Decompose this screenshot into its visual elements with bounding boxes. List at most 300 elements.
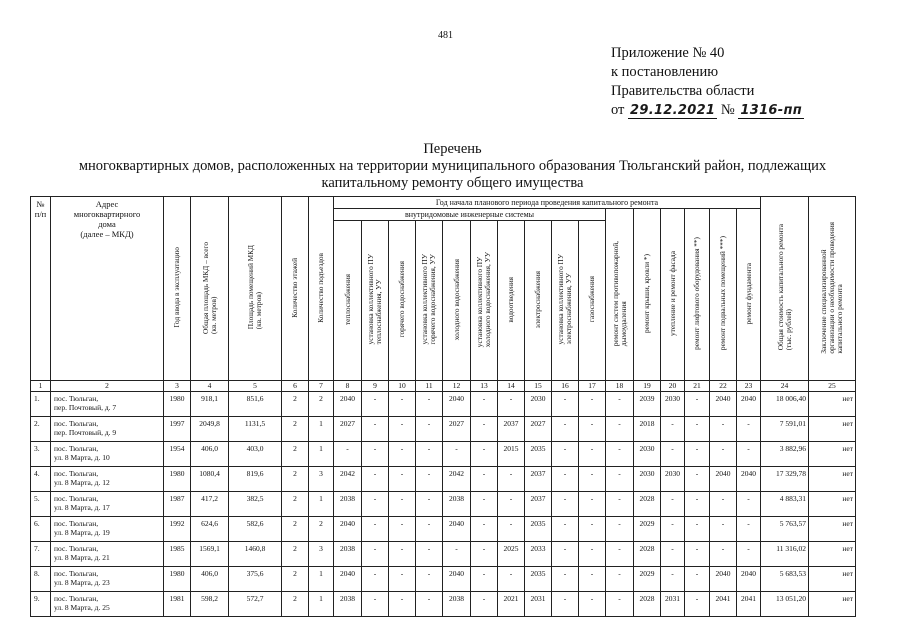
table-cell: - xyxy=(471,392,498,417)
table-cell: - xyxy=(362,592,389,617)
table-cell: - xyxy=(552,567,579,592)
table-cell: - xyxy=(443,442,471,467)
header-total-area: Общая площадь МКД – всего (кв. метров) xyxy=(191,197,229,381)
table-row xyxy=(31,542,856,567)
table-cell: - xyxy=(552,592,579,617)
address-line-1: пос. Тюльган, xyxy=(54,494,99,503)
column-number: 20 xyxy=(661,381,685,392)
table-cell: - xyxy=(737,417,761,442)
table-cell: 2025 xyxy=(498,542,525,567)
address-line-2: ул. 8 Марта, д. 12 xyxy=(54,478,110,487)
table-cell: 1 xyxy=(309,567,334,592)
table-cell: - xyxy=(710,542,737,567)
table-cell: 2040 xyxy=(334,517,362,542)
row-number: 2. xyxy=(31,417,51,442)
table-cell: 3 882,96 xyxy=(761,442,809,467)
table-cell: 2 xyxy=(282,392,309,417)
table-cell: 5 683,53 xyxy=(761,567,809,592)
table-cell: 2040 xyxy=(334,392,362,417)
table-cell: - xyxy=(471,567,498,592)
table-cell: 2037 xyxy=(525,492,552,517)
table-cell: - xyxy=(685,592,710,617)
table-cell: 13 051,20 xyxy=(761,592,809,617)
annex-line-2: к постановлению xyxy=(611,64,719,80)
column-number: 12 xyxy=(443,381,471,392)
table-cell: 2030 xyxy=(634,467,661,492)
header-basement: ремонт подвальных помещений ***) xyxy=(710,209,737,381)
table-cell: - xyxy=(552,467,579,492)
table-cell: - xyxy=(389,517,416,542)
handwritten-date: 29.12.2021 xyxy=(630,103,716,118)
table-cell: 1460,8 xyxy=(229,542,282,567)
address-cell xyxy=(51,417,164,442)
table-cell: 2030 xyxy=(634,442,661,467)
table-cell: - xyxy=(579,592,606,617)
table-cell: 2042 xyxy=(334,467,362,492)
table-cell: - xyxy=(552,417,579,442)
header-floors: Количество этажей xyxy=(282,197,309,381)
table-cell: 2021 xyxy=(498,592,525,617)
table-cell: 1980 xyxy=(164,467,191,492)
table-cell: нет xyxy=(809,567,856,592)
table-cell: 2 xyxy=(282,442,309,467)
table-cell: - xyxy=(579,417,606,442)
table-row xyxy=(31,467,856,492)
table-cell: 2042 xyxy=(443,467,471,492)
table-cell: - xyxy=(498,517,525,542)
table-cell: - xyxy=(606,592,634,617)
table-cell: - xyxy=(685,542,710,567)
address-line-1: пос. Тюльган, xyxy=(54,544,99,553)
header-num: № п/п xyxy=(31,197,51,381)
column-number: 8 xyxy=(334,381,362,392)
table-cell: - xyxy=(606,517,634,542)
table-cell: - xyxy=(579,442,606,467)
table-cell: 1980 xyxy=(164,567,191,592)
table-cell: 11 316,02 xyxy=(761,542,809,567)
table-cell: нет xyxy=(809,542,856,567)
address-line-2: пер. Почтовый, д. 7 xyxy=(54,403,117,412)
header-fire: ремонт систем противопожарной, дымоудаления xyxy=(606,209,634,381)
row-number: 8. xyxy=(31,567,51,592)
table-cell: 2035 xyxy=(525,442,552,467)
column-number: 7 xyxy=(309,381,334,392)
table-cell: - xyxy=(606,492,634,517)
table-cell: - xyxy=(389,467,416,492)
table-cell: - xyxy=(416,492,443,517)
address-cell xyxy=(51,542,164,567)
annex-line-3: Правительства области xyxy=(611,83,755,99)
table-cell: 2030 xyxy=(661,392,685,417)
table-cell: - xyxy=(416,517,443,542)
table-cell: - xyxy=(498,467,525,492)
table-cell: 2038 xyxy=(443,492,471,517)
table-row xyxy=(31,492,856,517)
column-number: 18 xyxy=(606,381,634,392)
column-number: 23 xyxy=(737,381,761,392)
table-cell: - xyxy=(552,492,579,517)
table-cell: 2 xyxy=(282,567,309,592)
header-heating: теплоснабжения xyxy=(334,221,362,381)
table-cell: - xyxy=(498,392,525,417)
table-cell: 582,6 xyxy=(229,517,282,542)
column-number: 14 xyxy=(498,381,525,392)
table-cell: 2033 xyxy=(525,542,552,567)
table-cell: - xyxy=(737,442,761,467)
column-number: 2 xyxy=(51,381,164,392)
table-cell: - xyxy=(685,417,710,442)
table-cell: 1985 xyxy=(164,542,191,567)
annex-block xyxy=(611,44,804,120)
address-line-1: пос. Тюльган, xyxy=(54,444,99,453)
table-cell: - xyxy=(710,417,737,442)
table-cell: нет xyxy=(809,442,856,467)
address-cell xyxy=(51,517,164,542)
table-cell: 572,7 xyxy=(229,592,282,617)
table-cell: - xyxy=(416,542,443,567)
table-cell: 2018 xyxy=(634,417,661,442)
column-number: 1 xyxy=(31,381,51,392)
table-cell: - xyxy=(362,567,389,592)
table-cell: 2028 xyxy=(634,542,661,567)
table-cell: 2015 xyxy=(498,442,525,467)
address-line-1: пос. Тюльган, xyxy=(54,419,99,428)
document-title xyxy=(0,141,905,192)
address-cell xyxy=(51,567,164,592)
address-cell xyxy=(51,467,164,492)
table-row xyxy=(31,592,856,617)
table-cell: - xyxy=(443,542,471,567)
column-number: 9 xyxy=(362,381,389,392)
address-line-2: ул. 8 Марта, д. 25 xyxy=(54,603,110,612)
header-premises-area: Площадь помещений МКД (кв. метров) xyxy=(229,197,282,381)
header-facade: утепление и ремонт фасада xyxy=(661,209,685,381)
column-number: 16 xyxy=(552,381,579,392)
table-cell: - xyxy=(389,592,416,617)
table-cell: 1997 xyxy=(164,417,191,442)
table-cell: 2049,8 xyxy=(191,417,229,442)
table-cell: 2041 xyxy=(737,592,761,617)
table-cell: 2030 xyxy=(525,392,552,417)
table-cell: нет xyxy=(809,517,856,542)
table-cell: - xyxy=(606,542,634,567)
header-entrances: Количество подъездов xyxy=(309,197,334,381)
address-line-2: ул. 8 Марта, д. 21 xyxy=(54,553,110,562)
table-cell: нет xyxy=(809,467,856,492)
table-cell: 2038 xyxy=(334,592,362,617)
header-gas: газоснабжения xyxy=(579,221,606,381)
table-cell: 3 xyxy=(309,467,334,492)
table-cell: - xyxy=(389,567,416,592)
table-cell: - xyxy=(552,542,579,567)
table-cell: - xyxy=(685,467,710,492)
table-cell: - xyxy=(471,592,498,617)
table-cell: - xyxy=(579,517,606,542)
header-conclusion: Заключение специализированной организации о необходимости проведения капитального ремонта xyxy=(809,197,856,381)
table-row xyxy=(31,442,856,467)
column-number: 21 xyxy=(685,381,710,392)
table-cell: 2041 xyxy=(710,592,737,617)
table-cell: 2 xyxy=(309,517,334,542)
table-cell: - xyxy=(661,567,685,592)
table-cell: - xyxy=(661,542,685,567)
table-cell: 403,0 xyxy=(229,442,282,467)
table-cell: 1080,4 xyxy=(191,467,229,492)
address-line-2: ул. 8 Марта, д. 17 xyxy=(54,503,110,512)
table-cell: - xyxy=(471,517,498,542)
table-cell: 1980 xyxy=(164,392,191,417)
table-cell: - xyxy=(471,542,498,567)
header-elevator: ремонт лифтового оборудования **) xyxy=(685,209,710,381)
header-year: Год ввода в эксплуатацию xyxy=(164,197,191,381)
table-cell: - xyxy=(661,442,685,467)
table-cell: - xyxy=(471,492,498,517)
table-cell: - xyxy=(710,492,737,517)
table-cell: - xyxy=(416,417,443,442)
page-number: 481 xyxy=(438,30,453,41)
address-cell xyxy=(51,392,164,417)
table-cell: 406,0 xyxy=(191,442,229,467)
column-number: 17 xyxy=(579,381,606,392)
column-number: 24 xyxy=(761,381,809,392)
address-line-1: пос. Тюльган, xyxy=(54,569,99,578)
table-cell: 2 xyxy=(282,492,309,517)
table-cell: - xyxy=(579,567,606,592)
table-cell: 2031 xyxy=(661,592,685,617)
table-cell: нет xyxy=(809,417,856,442)
table-cell: 2040 xyxy=(443,392,471,417)
table-cell: 624,6 xyxy=(191,517,229,542)
table-cell: - xyxy=(552,517,579,542)
table-cell: - xyxy=(334,442,362,467)
table-cell: 2027 xyxy=(334,417,362,442)
header-foundation: ремонт фундамента xyxy=(737,209,761,381)
row-number: 1. xyxy=(31,392,51,417)
header-electricity: электроснабжения xyxy=(525,221,552,381)
table-cell: - xyxy=(579,492,606,517)
table-cell: 4 883,31 xyxy=(761,492,809,517)
table-cell: - xyxy=(471,442,498,467)
address-line-2: ул. 8 Марта, д. 19 xyxy=(54,528,110,537)
table-cell: - xyxy=(737,492,761,517)
table-cell: - xyxy=(710,442,737,467)
table-cell: - xyxy=(606,567,634,592)
header-electricity-pu: установка коллективного ПУ электроснабжения, УУ xyxy=(552,221,579,381)
header-cost: Общая стоимость капитального ремонта (тыс. рублей) xyxy=(761,197,809,381)
table-cell: 2028 xyxy=(634,592,661,617)
table-cell: - xyxy=(362,442,389,467)
address-line-1: пос. Тюльган, xyxy=(54,394,99,403)
table-cell: 1 xyxy=(309,442,334,467)
table-cell: 1987 xyxy=(164,492,191,517)
title-line-3: капитальному ремонту общего имущества xyxy=(321,175,584,191)
table-cell: 819,6 xyxy=(229,467,282,492)
row-number: 4. xyxy=(31,467,51,492)
column-number: 6 xyxy=(282,381,309,392)
header-hot-water: горячего водоснабжения xyxy=(389,221,416,381)
row-number: 5. xyxy=(31,492,51,517)
handwritten-number: 1316-пп xyxy=(740,103,803,118)
table-cell: - xyxy=(416,392,443,417)
table-cell: - xyxy=(661,417,685,442)
address-line-1: пос. Тюльган, xyxy=(54,594,99,603)
annex-date-line xyxy=(611,101,804,120)
table-cell: - xyxy=(471,417,498,442)
table-cell: - xyxy=(362,542,389,567)
address-line-2: ул. 8 Марта, д. 23 xyxy=(54,578,110,587)
column-number: 19 xyxy=(634,381,661,392)
table-cell: 2 xyxy=(282,417,309,442)
table-cell: 5 763,57 xyxy=(761,517,809,542)
table-cell: - xyxy=(389,442,416,467)
table-cell: - xyxy=(685,392,710,417)
row-number: 7. xyxy=(31,542,51,567)
table-cell: 2 xyxy=(309,392,334,417)
table-cell: 2030 xyxy=(661,467,685,492)
table-cell: - xyxy=(685,517,710,542)
table-cell: 382,5 xyxy=(229,492,282,517)
table-cell: - xyxy=(389,492,416,517)
table-row xyxy=(31,417,856,442)
row-number: 3. xyxy=(31,442,51,467)
header-sewerage: водоотведения xyxy=(498,221,525,381)
table-cell: 2031 xyxy=(525,592,552,617)
table-cell: 1569,1 xyxy=(191,542,229,567)
table-cell: 2040 xyxy=(334,567,362,592)
table-cell: 2038 xyxy=(443,592,471,617)
housing-table xyxy=(30,196,856,617)
address-cell xyxy=(51,592,164,617)
table-cell: 2038 xyxy=(334,542,362,567)
address-cell xyxy=(51,492,164,517)
column-number: 10 xyxy=(389,381,416,392)
table-cell: 2028 xyxy=(634,492,661,517)
table-cell: - xyxy=(498,492,525,517)
table-cell: 2035 xyxy=(525,567,552,592)
table-cell: 375,6 xyxy=(229,567,282,592)
table-cell: 18 006,40 xyxy=(761,392,809,417)
address-line-2: пер. Почтовый, д. 9 xyxy=(54,428,117,437)
header-group: Год начала планового периода проведения капитального ремонта xyxy=(334,197,761,209)
header-cold-water-pu: установка коллективного ПУ холодного водоснабжения, УУ xyxy=(471,221,498,381)
table-cell: - xyxy=(685,442,710,467)
annex-number-sign: № xyxy=(720,102,735,118)
column-number: 5 xyxy=(229,381,282,392)
column-number: 15 xyxy=(525,381,552,392)
table-cell: - xyxy=(737,517,761,542)
table-cell: - xyxy=(710,517,737,542)
column-numbers-row xyxy=(31,381,856,392)
table-cell: 417,2 xyxy=(191,492,229,517)
table-cell: - xyxy=(389,417,416,442)
table-cell: - xyxy=(579,392,606,417)
table-cell: нет xyxy=(809,592,856,617)
table-cell: 406,0 xyxy=(191,567,229,592)
column-number: 3 xyxy=(164,381,191,392)
table-cell: 851,6 xyxy=(229,392,282,417)
table-cell: 2038 xyxy=(334,492,362,517)
table-cell: - xyxy=(471,467,498,492)
table-cell: - xyxy=(416,467,443,492)
row-number: 6. xyxy=(31,517,51,542)
table-cell: - xyxy=(498,567,525,592)
table-cell: - xyxy=(606,442,634,467)
table-cell: 2040 xyxy=(710,467,737,492)
column-number: 4 xyxy=(191,381,229,392)
table-cell: - xyxy=(362,517,389,542)
table-cell: - xyxy=(606,392,634,417)
annex-from-prefix: от xyxy=(611,102,625,118)
title-line-2: многоквартирных домов, расположенных на территории муниципального образования Тюльганский район, подлежащих xyxy=(78,158,827,174)
table-cell: - xyxy=(552,392,579,417)
table-cell: 3 xyxy=(309,542,334,567)
row-number: 9. xyxy=(31,592,51,617)
table-cell: 2 xyxy=(282,542,309,567)
table-row xyxy=(31,392,856,417)
table-cell: 2040 xyxy=(443,517,471,542)
table-cell: 2039 xyxy=(634,392,661,417)
table-cell: 2040 xyxy=(443,567,471,592)
header-roof: ремонт крыши, кровли *) xyxy=(634,209,661,381)
table-cell: - xyxy=(389,542,416,567)
title-line-1: Перечень xyxy=(423,141,482,157)
column-number: 22 xyxy=(710,381,737,392)
table-cell: 918,1 xyxy=(191,392,229,417)
table-row xyxy=(31,517,856,542)
table-cell: 2027 xyxy=(443,417,471,442)
table-cell: 2 xyxy=(282,592,309,617)
table-cell: 2027 xyxy=(525,417,552,442)
header-address: Адрес многоквартирного дома (далее – МКД) xyxy=(51,197,164,381)
table-cell: 17 329,78 xyxy=(761,467,809,492)
table-cell: - xyxy=(579,542,606,567)
table-cell: нет xyxy=(809,392,856,417)
table-cell: - xyxy=(416,592,443,617)
table-cell: 2040 xyxy=(710,392,737,417)
table-cell: - xyxy=(416,567,443,592)
annex-line-1: Приложение № 40 xyxy=(611,45,725,61)
column-number: 13 xyxy=(471,381,498,392)
column-number: 11 xyxy=(416,381,443,392)
table-cell: - xyxy=(606,467,634,492)
table-cell: 7 591,01 xyxy=(761,417,809,442)
table-cell: 598,2 xyxy=(191,592,229,617)
table-cell: 2029 xyxy=(634,567,661,592)
table-cell: - xyxy=(362,392,389,417)
table-cell: - xyxy=(661,517,685,542)
table-cell: 2035 xyxy=(525,517,552,542)
table-cell: 2040 xyxy=(737,567,761,592)
table-row xyxy=(31,567,856,592)
table-cell: - xyxy=(362,417,389,442)
table-cell: - xyxy=(552,442,579,467)
table-cell: - xyxy=(389,392,416,417)
address-line-1: пос. Тюльган, xyxy=(54,519,99,528)
table-cell: 2029 xyxy=(634,517,661,542)
table-cell: - xyxy=(416,442,443,467)
table-cell: - xyxy=(685,567,710,592)
table-cell: 1 xyxy=(309,417,334,442)
table-cell: нет xyxy=(809,492,856,517)
table-cell: 1954 xyxy=(164,442,191,467)
table-cell: - xyxy=(362,467,389,492)
table-cell: - xyxy=(661,492,685,517)
table-cell: 1992 xyxy=(164,517,191,542)
address-line-2: ул. 8 Марта, д. 10 xyxy=(54,453,110,462)
address-line-1: пос. Тюльган, xyxy=(54,469,99,478)
table-cell: 2037 xyxy=(498,417,525,442)
table-cell: 2 xyxy=(282,467,309,492)
